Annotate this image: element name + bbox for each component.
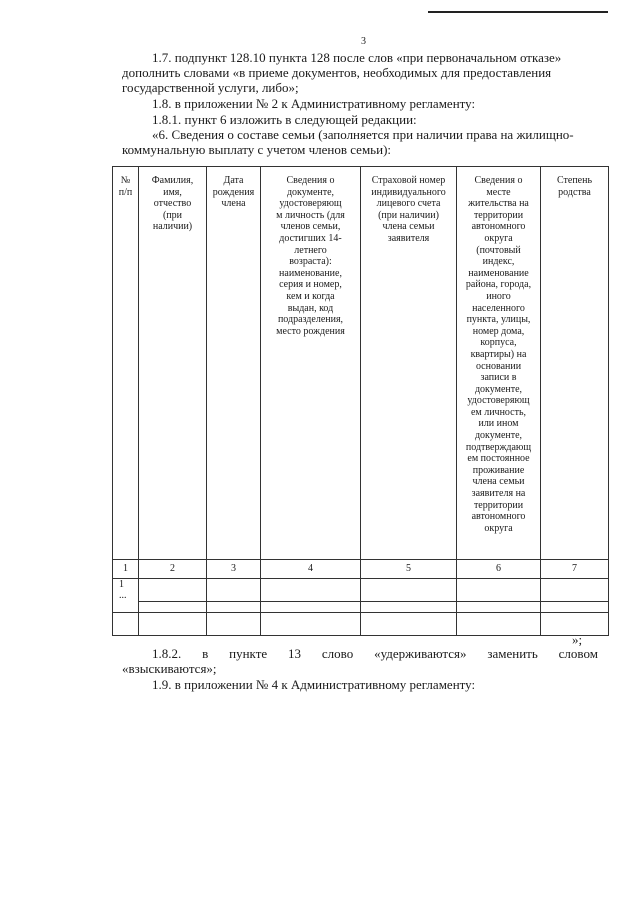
para-1-8-1: 1.8.1. пункт 6 изложить в следующей редакции: bbox=[152, 112, 417, 127]
header-line: п/п bbox=[118, 186, 133, 198]
page-number: 3 bbox=[361, 36, 366, 47]
header-line: месте bbox=[486, 186, 511, 198]
table-row bbox=[113, 579, 609, 602]
header-line: Сведения о bbox=[474, 175, 523, 186]
header-line: документе, bbox=[474, 430, 523, 442]
header-line: территории bbox=[473, 499, 524, 511]
header-line: члена семьи bbox=[472, 476, 525, 488]
header-line: лицевого счета bbox=[376, 198, 441, 210]
table-header-row bbox=[113, 167, 609, 560]
word: словом bbox=[558, 646, 598, 661]
header-line: основании bbox=[475, 360, 522, 372]
table-cell bbox=[541, 579, 609, 602]
header-line: ем личность, bbox=[470, 406, 527, 418]
header-line: района, города, bbox=[465, 279, 532, 291]
header-line: членов семьи, bbox=[280, 221, 341, 233]
para-6-line1: «6. Сведения о составе семьи (заполняется при наличии права на жилищно- bbox=[152, 127, 574, 142]
header-cell bbox=[261, 167, 361, 560]
header-line: наличии) bbox=[152, 221, 193, 233]
table-cell bbox=[139, 613, 207, 636]
header-line: м личность (для bbox=[276, 209, 345, 221]
header-line: возраста): bbox=[289, 256, 332, 268]
para-1-8-2-line1 bbox=[152, 646, 598, 661]
word: слово bbox=[321, 646, 354, 661]
header-line: автономного bbox=[471, 511, 526, 523]
para-1-9: 1.9. в приложении № 4 к Административному регламенту: bbox=[152, 677, 476, 692]
header-line: наименование, bbox=[279, 267, 342, 279]
para-1-7-line2: дополнить словами «в приеме документов, необходимых для предоставления bbox=[122, 65, 552, 80]
header-cell bbox=[139, 167, 207, 560]
table-cell bbox=[361, 602, 457, 613]
header-line: Страховой номер bbox=[371, 175, 446, 186]
header-cell bbox=[361, 167, 457, 560]
header-line: члена семьи bbox=[382, 221, 435, 233]
table-cell bbox=[541, 602, 609, 613]
header-line: удостоверяющ bbox=[279, 198, 342, 210]
column-number: 5 bbox=[361, 560, 457, 579]
top-rule bbox=[428, 11, 608, 13]
header-line: имя, bbox=[163, 186, 182, 198]
family-composition-table bbox=[112, 166, 609, 636]
header-cell bbox=[541, 167, 609, 560]
header-line: или ином bbox=[478, 418, 519, 430]
header-line: серия и номер, bbox=[279, 279, 342, 291]
column-number: 3 bbox=[207, 560, 261, 579]
para-6-line2: коммунальную выплату с учетом членов семьи): bbox=[122, 142, 392, 157]
table-cell bbox=[261, 579, 361, 602]
word: «удерживаются» bbox=[374, 646, 467, 661]
header-line: Дата bbox=[223, 175, 244, 186]
header-cell bbox=[113, 167, 139, 560]
header-line: родства bbox=[558, 186, 591, 198]
header-line: заявителя bbox=[387, 232, 430, 244]
para-1-8: 1.8. в приложении № 2 к Административному регламенту: bbox=[152, 96, 476, 111]
header-line: иного bbox=[486, 290, 511, 302]
header-line: отчество bbox=[153, 198, 192, 210]
table-cell bbox=[207, 613, 261, 636]
header-line: подразделения, bbox=[277, 314, 344, 326]
header-line: наименование bbox=[468, 267, 529, 279]
header-line: документе, bbox=[286, 186, 335, 198]
header-line: летнего bbox=[294, 244, 327, 256]
header-line: кем и когда bbox=[286, 290, 335, 302]
table-cell bbox=[207, 602, 261, 613]
column-number: 2 bbox=[139, 560, 207, 579]
header-line: достигших 14- bbox=[279, 232, 342, 244]
header-line: документе, bbox=[474, 383, 523, 395]
table-cell bbox=[113, 613, 139, 636]
header-line: территории bbox=[473, 209, 524, 221]
header-line: корпуса, bbox=[480, 337, 517, 349]
table-cell bbox=[361, 613, 457, 636]
header-line: населенного bbox=[472, 302, 525, 314]
header-line: квартиры) на bbox=[470, 348, 527, 360]
word: в bbox=[202, 646, 209, 661]
table-cell bbox=[139, 579, 207, 602]
column-number: 1 bbox=[113, 560, 139, 579]
header-line: (при наличии) bbox=[378, 209, 439, 221]
header-line: № bbox=[120, 175, 131, 186]
table-row bbox=[113, 602, 609, 613]
closing-quote: »; bbox=[572, 632, 583, 647]
para-1-7-line1: 1.7. подпункт 128.10 пункта 128 после слов «при первоначальном отказе» bbox=[152, 50, 562, 65]
word: пункте bbox=[229, 646, 268, 661]
header-line: номер дома, bbox=[472, 325, 525, 337]
word: 13 bbox=[288, 646, 302, 661]
row-number-cell bbox=[113, 579, 139, 613]
column-number: 7 bbox=[541, 560, 609, 579]
row-label: ... bbox=[119, 590, 127, 601]
header-line: (почтовый bbox=[476, 244, 521, 256]
header-line: ем постоянное bbox=[467, 453, 530, 465]
column-number-row bbox=[113, 560, 609, 579]
word: 1.8.2. bbox=[152, 646, 182, 661]
table-cell bbox=[207, 579, 261, 602]
header-line: индекс, bbox=[482, 256, 515, 268]
table-cell bbox=[139, 602, 207, 613]
header-line: место рождения bbox=[276, 325, 345, 337]
header-line: подтверждающ bbox=[465, 441, 532, 453]
header-line: рождения bbox=[212, 186, 255, 198]
table-cell bbox=[261, 602, 361, 613]
header-line: автономного bbox=[471, 221, 526, 233]
header-cell bbox=[457, 167, 541, 560]
column-number: 6 bbox=[457, 560, 541, 579]
header-line: Степень bbox=[556, 175, 593, 186]
column-number: 4 bbox=[261, 560, 361, 579]
table-cell bbox=[361, 579, 457, 602]
header-line: индивидуального bbox=[371, 186, 446, 198]
header-line: Сведения о bbox=[286, 175, 335, 186]
row-label: 1 bbox=[119, 579, 124, 590]
para-1-7-line3: государственной услуги, либо»; bbox=[122, 80, 299, 95]
table-cell bbox=[457, 579, 541, 602]
header-line: заявителя на bbox=[471, 488, 526, 500]
header-line: выдан, код bbox=[287, 302, 334, 314]
table-cell bbox=[261, 613, 361, 636]
header-line: (при bbox=[162, 209, 183, 221]
header-line: члена bbox=[221, 198, 246, 210]
header-line: жительства на bbox=[468, 198, 529, 210]
header-line: округа bbox=[484, 232, 513, 244]
table-cell bbox=[457, 613, 541, 636]
word: заменить bbox=[487, 646, 538, 661]
header-line: пункта, улицы, bbox=[466, 314, 531, 326]
para-1-8-2-line2: «взыскиваются»; bbox=[122, 661, 217, 676]
header-line: удостоверяющ bbox=[467, 395, 530, 407]
table-row bbox=[113, 613, 609, 636]
header-line: проживание bbox=[472, 464, 525, 476]
table-cell bbox=[457, 602, 541, 613]
header-line: Фамилия, bbox=[151, 175, 194, 186]
header-line: округа bbox=[484, 522, 513, 534]
header-cell bbox=[207, 167, 261, 560]
header-line: записи в bbox=[480, 372, 517, 384]
